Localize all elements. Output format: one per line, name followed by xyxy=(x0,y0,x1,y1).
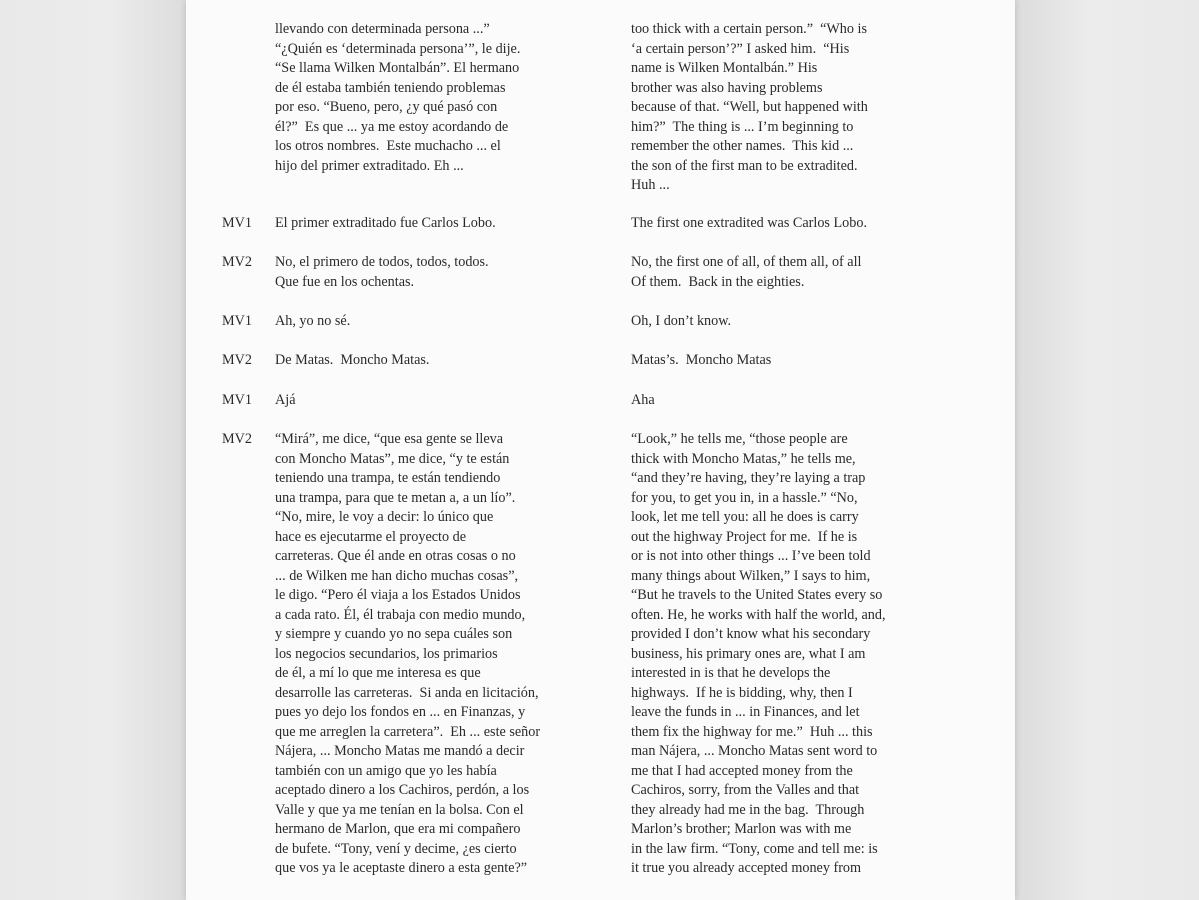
english-text-line: Of them. Back in the eighties. xyxy=(631,273,805,290)
spanish-text-line: desarrolle las carreteras. Si anda en licitación, xyxy=(275,684,539,701)
english-text-line: provided I don’t know what his secondary xyxy=(631,626,871,642)
english-text-line: the son of the first man to be extradited. xyxy=(631,157,858,174)
english-text-line: business, his primary ones are, what I am xyxy=(631,645,866,662)
english-text-line: them fix the highway for me.” Huh ... this xyxy=(631,723,873,740)
spanish-text-line: a cada rato. Él, él trabaja con medio mundo, xyxy=(275,606,526,623)
spanish-text-line: hace es ejecutarme el proyecto de xyxy=(275,528,467,545)
speaker-label: MV1 xyxy=(222,313,252,329)
spanish-text-line: él?” Es que ... ya me estoy acordando de xyxy=(275,118,509,135)
speaker-label: MV1 xyxy=(222,392,252,408)
spanish-text-line: hermano de Marlon, que era mi compañero xyxy=(275,821,521,837)
spanish-text-line: por eso. “Bueno, pero, ¿y qué pasó con xyxy=(275,99,498,115)
spanish-text-line: No, el primero de todos, todos, todos. xyxy=(275,254,489,270)
english-text-line: it true you already accepted money from xyxy=(631,860,862,876)
english-text-line: look, let me tell you: all he does is carry xyxy=(631,509,859,525)
background-left-blur xyxy=(0,0,186,900)
english-text-line: Matas’s. Moncho Matas xyxy=(631,352,772,368)
english-text-line: too thick with a certain person.” “Who is xyxy=(631,21,867,37)
spanish-text-line: teniendo una trampa, te están tendiendo xyxy=(275,470,501,486)
english-text-line: Cachiros, sorry, from the Valles and that xyxy=(631,782,860,798)
spanish-text-line: de bufete. “Tony, vení y decime, ¿es cierto xyxy=(275,840,517,857)
english-text-line: him?” The thing is ... I’m beginning to xyxy=(631,118,854,135)
english-text-line: because of that. “Well, but happened with xyxy=(631,99,868,115)
spanish-text-line: una trampa, para que te metan a, a un lío”. xyxy=(275,489,516,506)
english-text-line: me that I had accepted money from the xyxy=(631,762,853,779)
english-text-line: brother was also having problems xyxy=(631,79,823,96)
english-text-line: they already had me in the bag. Through xyxy=(631,801,865,818)
spanish-text-line: “Se llama Wilken Montalbán”. El hermano xyxy=(275,60,520,76)
spanish-text-line: Ah, yo no sé. xyxy=(275,313,351,329)
spanish-text-line: también con un amigo que yo les había xyxy=(275,762,497,779)
speaker-label: MV2 xyxy=(222,431,252,447)
english-text-line: “But he travels to the United States every so xyxy=(631,587,883,603)
english-text-line: leave the funds in ... in Finances, and let xyxy=(631,704,860,720)
english-text-line: Marlon’s brother; Marlon was with me xyxy=(631,821,852,837)
spanish-text-line: hijo del primer extraditado. Eh ... xyxy=(275,157,464,174)
spanish-text-line: “Mirá”, me dice, “que esa gente se lleva xyxy=(275,431,504,447)
english-text-line: in the law firm. “Tony, come and tell me: is xyxy=(631,840,878,857)
spanish-text-line: carreteras. Que él ande en otras cosas o no xyxy=(275,548,516,564)
english-text-line: interested in is that he develops the xyxy=(631,665,831,681)
speaker-label: MV1 xyxy=(222,215,252,231)
spanish-text-line: con Moncho Matas”, me dice, “y te están xyxy=(275,450,510,467)
english-text-line: for you, to get you in, in a hassle.” “No, xyxy=(631,489,858,506)
english-text-line: “Look,” he tells me, “those people are xyxy=(631,431,848,447)
spanish-text-line: de él, a mí lo que me interesa es que xyxy=(275,665,481,681)
english-text-line: man Nájera, ... Moncho Matas sent word to xyxy=(631,743,878,759)
english-text-line: Oh, I don’t know. xyxy=(631,313,732,329)
spanish-text-line: aceptado dinero a los Cachiros, perdón, a los xyxy=(275,782,530,798)
spanish-text-line: que vos ya le aceptaste dinero a esta gente?” xyxy=(275,860,528,876)
spanish-text-line: le digo. “Pero él viaja a los Estados Unidos xyxy=(275,587,521,603)
english-text-line: name is Wilken Montalbán.” His xyxy=(631,60,818,76)
speaker-label: MV2 xyxy=(222,254,252,270)
speaker-label: MV2 xyxy=(222,352,252,368)
english-text-line: Huh ... xyxy=(631,177,670,193)
spanish-text-line: Ajá xyxy=(275,392,296,408)
english-text-line: The first one extradited was Carlos Lobo. xyxy=(631,215,867,231)
spanish-text-line: que me arreglen la carretera”. Eh ... este señor xyxy=(275,723,541,740)
spanish-text-line: llevando con determinada persona ...” xyxy=(275,21,490,37)
english-text-line: “and they’re having, they’re laying a trap xyxy=(631,470,866,486)
spanish-text-line: y siempre y cuando yo no sepa cuáles son xyxy=(275,626,513,642)
english-text-line: remember the other names. This kid ... xyxy=(631,138,854,154)
english-text-line: highways. If he is bidding, why, then I xyxy=(631,684,853,701)
spanish-text-line: pues yo dejo los fondos en ... en Finanzas, y xyxy=(275,704,526,720)
transcript-page xyxy=(186,0,1015,900)
spanish-text-line: Que fue en los ochentas. xyxy=(275,273,415,290)
english-text-line: Aha xyxy=(631,392,655,408)
english-text-line: No, the first one of all, of them all, of all xyxy=(631,254,862,270)
spanish-text-line: los negocios secundarios, los primarios xyxy=(275,645,498,662)
english-text-line: or is not into other things ... I’ve been told xyxy=(631,548,871,564)
spanish-text-line: Nájera, ... Moncho Matas me mandó a decir xyxy=(275,743,525,759)
spanish-text-line: “No, mire, le voy a decir: lo único que xyxy=(275,509,494,525)
spanish-text-line: de él estaba también teniendo problemas xyxy=(275,79,506,96)
spanish-text-line: los otros nombres. Este muchacho ... el xyxy=(275,138,501,154)
english-text-line: often. He, he works with half the world, and, xyxy=(631,606,886,623)
spanish-text-line: “¿Quién es ‘determinada persona’”, le dije. xyxy=(275,40,521,57)
spanish-text-line: De Matas. Moncho Matas. xyxy=(275,352,430,368)
background-right-blur xyxy=(1015,0,1199,900)
english-text-line: ‘a certain person’?” I asked him. “His xyxy=(631,40,850,57)
english-text-line: out the highway Project for me. If he is xyxy=(631,528,858,545)
spanish-text-line: Valle y que ya me tenían en la bolsa. Con el xyxy=(275,801,524,818)
spanish-text-line: ... de Wilken me han dicho muchas cosas”, xyxy=(275,567,519,584)
spanish-text-line: El primer extraditado fue Carlos Lobo. xyxy=(275,215,496,231)
english-text-line: thick with Moncho Matas,” he tells me, xyxy=(631,450,856,467)
english-text-line: many things about Wilken,” I says to him, xyxy=(631,567,871,584)
